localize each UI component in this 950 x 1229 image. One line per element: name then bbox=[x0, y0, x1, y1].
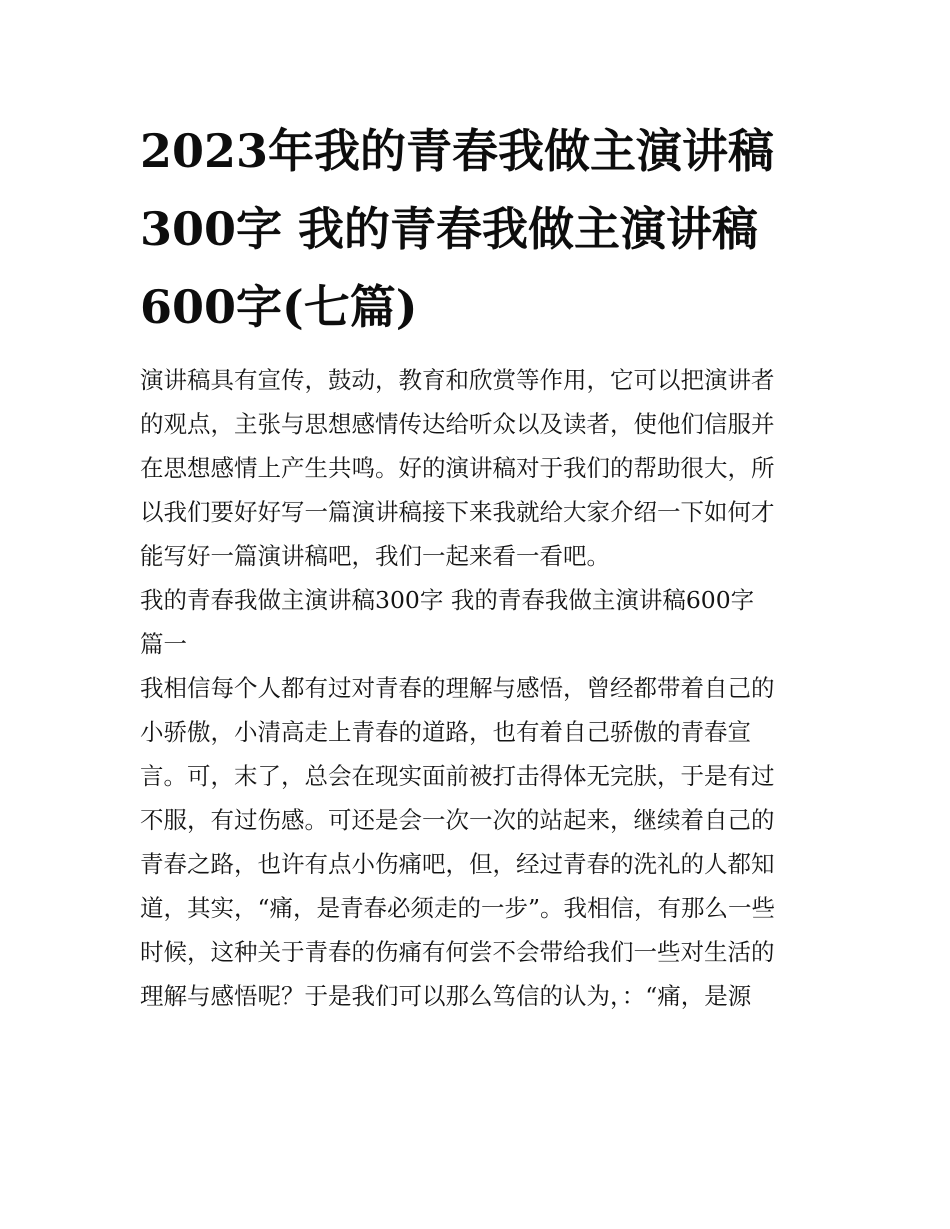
text-line: 青春之路，也许有点小伤痛吧，但，经过青春的洗礼的人都知 bbox=[140, 850, 775, 878]
text-line: 我相信每个人都有过对青春的理解与感悟，曾经都带着自己的 bbox=[140, 674, 775, 702]
text-line: 时候，这种关于青春的伤痛有何尝不会带给我们一些对生活的 bbox=[140, 938, 775, 966]
text-line: 能写好一篇演讲稿吧，我们一起来看一看吧。 bbox=[140, 542, 610, 570]
text-line: 道，其实，“痛，是青春必须走的一步”。我相信，有那么一些 bbox=[140, 894, 776, 922]
title-line: 2023年我的青春我做主演讲稿 bbox=[140, 124, 775, 178]
document-title bbox=[140, 112, 812, 346]
section-heading bbox=[140, 578, 812, 666]
text-line: 在思想感情上产生共鸣。好的演讲稿对于我们的帮助很大，所 bbox=[140, 454, 775, 482]
title-line: 600字(七篇) bbox=[140, 280, 418, 334]
text-line: 的观点，主张与思想感情传达给听众以及读者，使他们信服并 bbox=[140, 410, 775, 438]
text-line: 我的青春我做主演讲稿300字 我的青春我做主演讲稿600字 bbox=[140, 586, 755, 614]
text-line: 篇一 bbox=[140, 630, 187, 658]
intro-paragraph bbox=[140, 358, 812, 578]
text-line: 小骄傲，小清高走上青春的道路，也有着自己骄傲的青春宣 bbox=[140, 718, 751, 746]
title-line: 300字 我的青春我做主演讲稿 bbox=[140, 202, 759, 256]
text-line: 演讲稿具有宣传，鼓动，教育和欣赏等作用，它可以把演讲者 bbox=[140, 366, 775, 394]
document-content bbox=[140, 112, 812, 1018]
text-line: 理解与感悟呢？于是我们可以那么笃信的认为，：“痛，是源 bbox=[140, 982, 752, 1010]
body-paragraph bbox=[140, 666, 812, 1018]
text-line: 言。可，末了，总会在现实面前被打击得体无完肤，于是有过 bbox=[140, 762, 775, 790]
text-line: 以我们要好好写一篇演讲稿接下来我就给大家介绍一下如何才 bbox=[140, 498, 775, 526]
text-line: 不服，有过伤感。可还是会一次一次的站起来，继续着自己的 bbox=[140, 806, 775, 834]
